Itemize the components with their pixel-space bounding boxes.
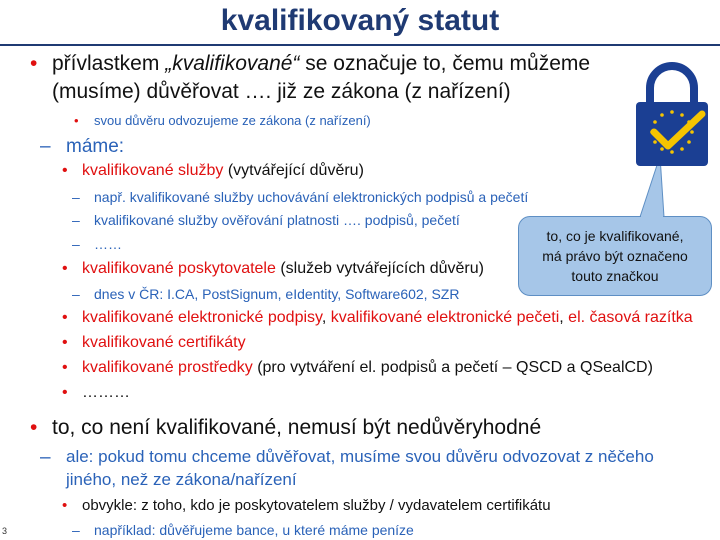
- dash-marker: –: [72, 286, 80, 302]
- bullet-marker: •: [62, 497, 68, 514]
- bullet-1-line-2: (musíme) důvěřovat …. již ze zákona (z nařízení): [52, 80, 511, 103]
- bullet-2-sub-line-2: jiného, než ze zákona/nařízení: [66, 470, 297, 489]
- item-3: [82, 309, 693, 327]
- dash-marker: –: [40, 136, 51, 157]
- item-1-sub-3: ……: [94, 236, 122, 252]
- item-2-sub: dnes v ČR: I.CA, PostSignum, eIdentity, Software602, SZR: [94, 286, 460, 302]
- item-5: [82, 359, 653, 377]
- bullet-1-line-1: [52, 52, 590, 76]
- bullet-1-pre: přívlastkem: [52, 52, 166, 75]
- item-2-red: kvalifikované poskytovatele: [82, 260, 276, 277]
- bullet-1-sub: svou důvěru odvozujeme ze zákona (z nařízení): [94, 113, 371, 128]
- item-5-red: kvalifikované prostředky: [82, 359, 253, 376]
- item-6: ………: [82, 384, 130, 401]
- bullet-2-sub-line-1: ale: pokud tomu chceme důvěřovat, musíme svou důvěru odvozovat z něčeho: [66, 447, 654, 466]
- item-3-red-2: kvalifikované elektronické pečeti: [330, 309, 560, 326]
- item-2-rest: (služeb vytvářejících důvěru): [275, 260, 484, 277]
- page-number: 3: [2, 526, 8, 536]
- dash-marker: –: [72, 212, 80, 228]
- dash-marker: –: [72, 522, 80, 538]
- item-1-rest: (vytvářející důvěru): [223, 162, 364, 179]
- eu-trust-padlock-icon: [632, 60, 712, 170]
- bullet-2-sub-3: například: důvěřujeme bance, u které máme peníze: [94, 522, 414, 538]
- bullet-2-sub-2: obvykle: z toho, kdo je poskytovatelem služby / vydavatelem certifikátu: [82, 497, 551, 514]
- item-5-rest: (pro vytváření el. podpisů a pečetí – QSCD a QSealCD): [252, 359, 653, 376]
- bullet-1-italic: „kvalifikované“: [165, 52, 300, 75]
- callout-line-2: má právo být označeno: [542, 248, 688, 264]
- item-3-red-3: el. časová razítka: [568, 309, 693, 326]
- callout-line-1: to, co je kvalifikované,: [546, 228, 684, 244]
- title-divider: [0, 44, 720, 46]
- item-1-red: kvalifikované služby: [82, 162, 224, 179]
- bullet-marker: •: [62, 334, 68, 351]
- bullet-marker: •: [62, 309, 68, 326]
- bullet-marker: •: [62, 384, 68, 401]
- bullet-marker: •: [62, 162, 68, 179]
- item-4: kvalifikované certifikáty: [82, 334, 246, 351]
- dash-marker: –: [40, 447, 51, 468]
- dash-marker: –: [72, 236, 80, 252]
- callout-seam: [641, 215, 663, 218]
- callout-box: [518, 216, 712, 296]
- dash-marker: –: [72, 189, 80, 205]
- item-3-sep-1: ,: [321, 309, 331, 326]
- bullet-1-post: se označuje to, čemu můžeme: [299, 52, 591, 75]
- bullet-marker: •: [62, 359, 68, 376]
- bullet-marker: •: [30, 416, 38, 439]
- bullet-2: to, co není kvalifikované, nemusí být nedůvěryhodné: [52, 416, 542, 439]
- item-2: [82, 260, 484, 278]
- item-1-sub-1: např. kvalifikované služby uchovávání elektronických podpisů a pečetí: [94, 189, 529, 205]
- mame-label: máme:: [66, 136, 125, 157]
- item-1-sub-2: kvalifikované služby ověřování platnosti …. podpisů, pečetí: [94, 212, 460, 228]
- slide-title: kvalifikovaný statut: [220, 4, 500, 37]
- bullet-marker: •: [74, 113, 79, 128]
- item-3-red-1: kvalifikované elektronické podpisy: [82, 309, 322, 326]
- item-1: [82, 162, 364, 180]
- callout-line-3: touto značkou: [571, 268, 659, 284]
- item-3-sep-2: ,: [559, 309, 569, 326]
- bullet-marker: •: [62, 260, 68, 277]
- bullet-marker: •: [30, 52, 38, 75]
